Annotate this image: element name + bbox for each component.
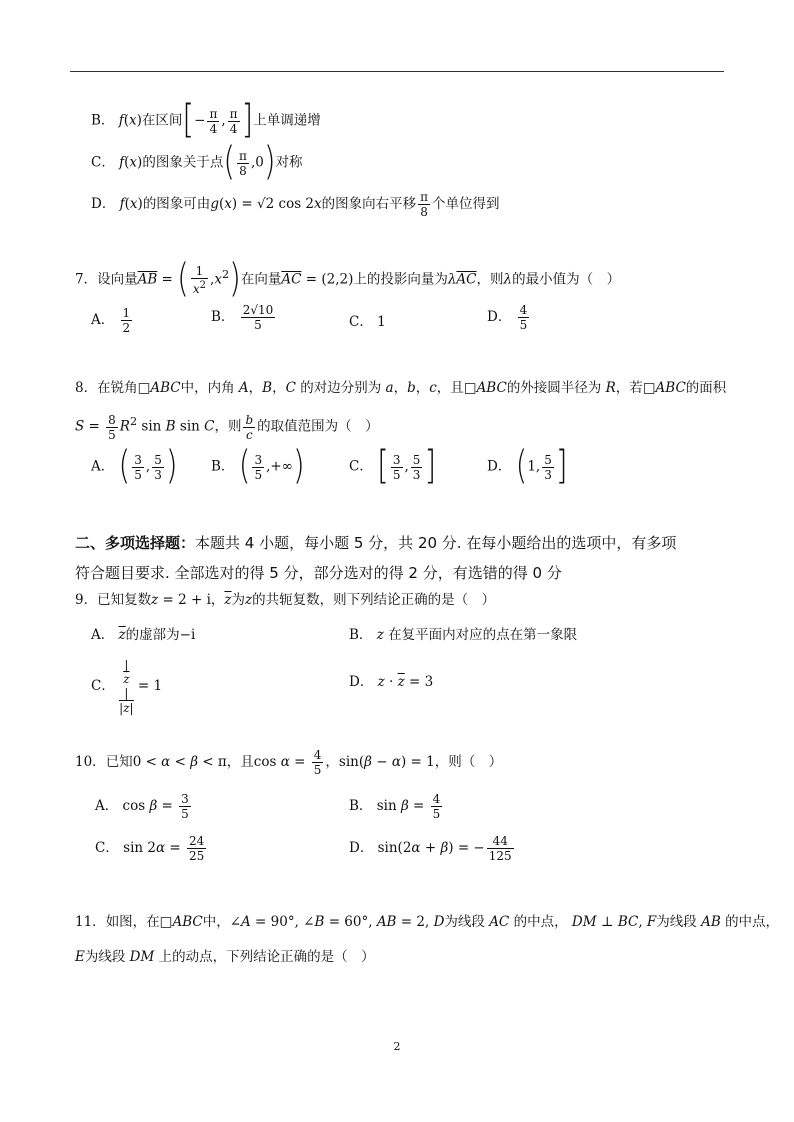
q9-option-c: C． | $\overline{z}$ | |z| = 1 [91,658,163,715]
question-9: 9．已知复数z = 2 + i，$\overline{z}$为z的共轭复数，则下列结论正确的是（ ） [75,592,496,608]
page-number: 2 [393,1040,401,1053]
q9-option-a: A． $\overline{z}$的虚部为−i [91,627,196,643]
q8-option-b: B． ( $\frac{3}{5}$ ,+∞) [211,443,305,490]
q10-option-d: D． sin(2α + β) = − $\frac{44}{125}$ [349,834,512,863]
question-10: 10．已知0 < α < β < π，且cos α = $\frac{4}{5}$ ，sin(β − α) = 1，则（ ） [75,748,503,777]
section-2-heading: 二、多项选择题：本题共 4 小题，每小题 5 分，共 20 分. 在每小题给出的选项中，有多项 [75,534,677,552]
q7-option-c: C． 1 [349,314,386,330]
question-7: 7．设向量$\overline{AB}$ = ( $\frac{1}{x^2}$ $,x^2$)在向量$\overline{AC} = (2,2)$上的投影向量为$\lambda\overline{AC}$，则λ的最小值为（ ） [75,256,621,303]
q8-option-a: A． ( $\frac{3}{5}$ , $\frac{5}{3}$ ) [91,443,178,490]
q7-option-a: A． $\frac{1}{2}$ [91,306,131,335]
q10-option-a: A． cos β = $\frac{3}{5}$ [95,792,189,821]
question-11-line-2: E为线段 DM 上的动点，下列结论正确的是（ ） [75,949,375,965]
q6-option-b: B． f(x)在区间[− $\frac{\pi}{4}$ , $\frac{\pi}{4}$ ]上单调递增 [91,97,321,144]
q8-option-c: C． [ $\frac{3}{5}$ , $\frac{5}{3}$ ] [349,443,437,490]
q9-option-b: B． z 在复平面内对应的点在第一象限 [349,627,578,643]
q10-option-c: C． sin 2α = $\frac{24}{25}$ [95,834,205,863]
header-rule [70,71,724,72]
question-8-line-1: 8．在锐角□ABC中，内角 A，B，C 的对边分别为 a，b，c，且□ABC的外接圆半径为 R，若□ABC的面积 [75,380,727,396]
question-8-line-2: S = $\frac{8}{5}$ $R^2$ sin B sin C，则 $\frac{b}{c}$ 的取值范围为（ ） [75,412,379,442]
q6-option-c: C． f(x)的图象关于点( $\frac{\pi}{8}$ ,0)对称 [91,139,303,186]
section-2-instructions: 符合题目要求. 全部选对的得 5 分，部分选对的得 2 分，有选错的得 0 分 [75,564,562,582]
q10-option-b: B． sin β = $\frac{4}{5}$ [349,792,441,821]
q6-option-d: D． f(x)的图象可由g(x) = √2 cos 2x的图象向右平移 $\frac{\pi}{8}$ 个单位得到 [91,190,500,219]
q7-option-d: D． $\frac{4}{5}$ [487,303,528,332]
question-11-line-1: 11．如图，在□ABC中，∠A = 90°, ∠B = 60°, AB = 2, D为线段 AC 的中点， DM ⊥ BC, F为线段 AB 的中点， [75,914,780,930]
q7-option-b: B． $\frac{2√10}{5}$ [211,303,274,332]
q9-option-d: D． $z \cdot \overline{z} = 3$ [349,674,434,690]
q8-option-d: D． (1, $\frac{5}{3}$ ] [487,443,568,490]
